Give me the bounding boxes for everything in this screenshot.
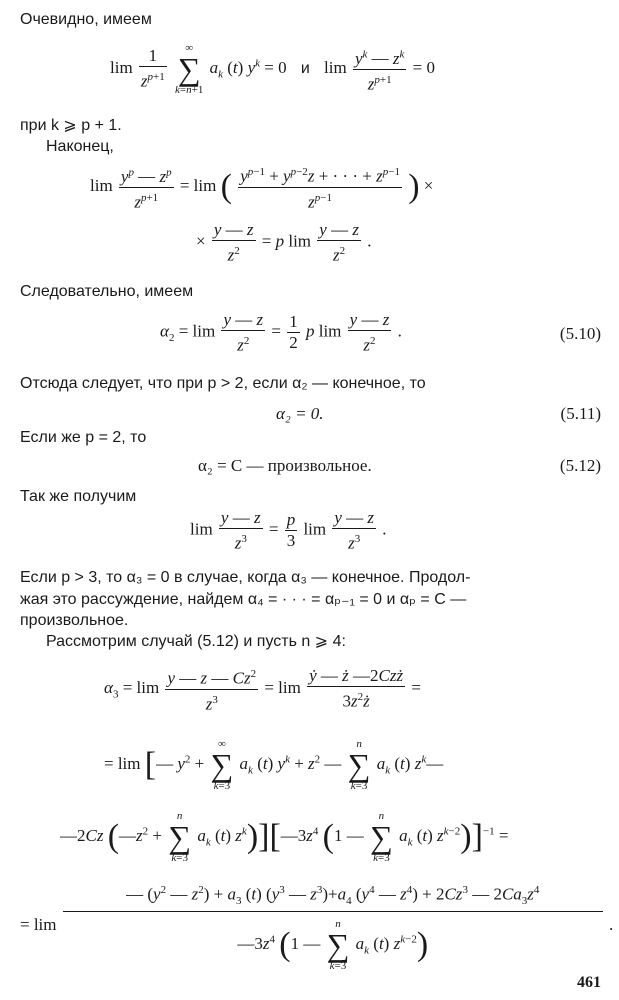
equation-limit-yp: lim $\frac{y^p — z^p}{z^{p+1}}$ = lim ( $\frac{y^{p-1} + y^{p-2}z + \cdot \cdot \cdot + z^{p-1}}{z^{p-1}}$ ) × bbox=[90, 162, 433, 212]
equation-limit-yp-cont: × $\frac{y — z}{z^2}$ = p lim $\frac{y — z}{z^2}$ . bbox=[196, 220, 372, 265]
equation-number-5-12: (5.12) bbox=[559, 456, 601, 475]
conjunction-and: и bbox=[300, 59, 310, 77]
equation-alpha3-line3: —2Cz ($—z^2$ + n ∑ k=3 $a_k$ (t) $z^k)][—3z^4$ (1 — n ∑ k=3 $a_k$ (t) $z^{k-2})]^{-1}$ = bbox=[60, 810, 509, 864]
text-line-11: Рассмотрим случай (5.12) и пусть n ⩾ 4: bbox=[46, 633, 346, 650]
equation-number-5-10: (5.10) bbox=[559, 324, 601, 343]
text-line-5: Отсюда следует, что при p > 2, если α₂ — конечное, то bbox=[20, 375, 426, 392]
text-line-10: произвольное. bbox=[20, 612, 129, 629]
text-line-4: Следовательно, имеем bbox=[20, 283, 194, 300]
text-line-8: Если p > 3, то α₃ = 0 в случае, когда α₃ — конечное. Продол- bbox=[20, 569, 471, 586]
equation-limits-sum: lim $\frac{1}{z^{p+1}}$ ∞ ∑ k=n+1 $a_k$ (t) $y^k = 0$ и lim $\frac{y^k — z^k}{z^{p+1}}$ = 0 bbox=[110, 42, 435, 96]
equation-alpha3-line2: = lim [— $y^2$ + ∞ ∑ k=3 $a_k$ (t) $y^k + z^2$ — n ∑ k=3 $a_k$ (t) $z^k—$ bbox=[104, 738, 444, 792]
equation-5-12: α₂ = C — произвольное. bbox=[198, 456, 372, 475]
text-line-2: при k ⩾ p + 1. bbox=[20, 117, 122, 134]
equation-alpha3: $\alpha_3 = \lim$ $\frac{y — z — Cz^2}{z^3}$ = lim $\frac{\text{ẏ — ż —2Czż}}{3z^2ż}$ = bbox=[104, 664, 421, 714]
text-line-3: Наконец, bbox=[46, 138, 114, 155]
text-line-9: жая это рассуждение, найдем α₄ = · · · = αₚ₋₁ = 0 и αₚ = C — bbox=[20, 591, 467, 608]
equation-limit-z3: lim $\frac{y — z}{z^3}$ = $\frac{p}{3}$ lim $\frac{y — z}{z^3}$ . bbox=[190, 508, 387, 553]
text-line-1: Очевидно, имеем bbox=[20, 11, 152, 28]
equation-5-11: α₂ = 0. bbox=[276, 404, 324, 423]
page-number: 461 bbox=[577, 974, 601, 991]
text-line-6: Если же p = 2, то bbox=[20, 429, 147, 446]
equation-alpha3-line4: = lim — ($y^2$ — $z^2) + a_3$ (t) ($y^3$ — $z^3)+a_4$ ($y^4$ — $z^4) + 2Cz^3$ — $2Ca_3z^4$ $—3z^4$ (1 — n ∑ k=3 $a_k$ (t) $z^{k-2}$) . bbox=[20, 880, 613, 972]
text-line-7: Так же получим bbox=[20, 488, 137, 505]
equation-number-5-11: (5.11) bbox=[560, 404, 601, 423]
equation-5-10: $\alpha_2 = \lim$ $\frac{y — z}{z^2}$ = $\frac{1}{2}$ p lim $\frac{y — z}{z^2}$ . bbox=[160, 310, 402, 355]
